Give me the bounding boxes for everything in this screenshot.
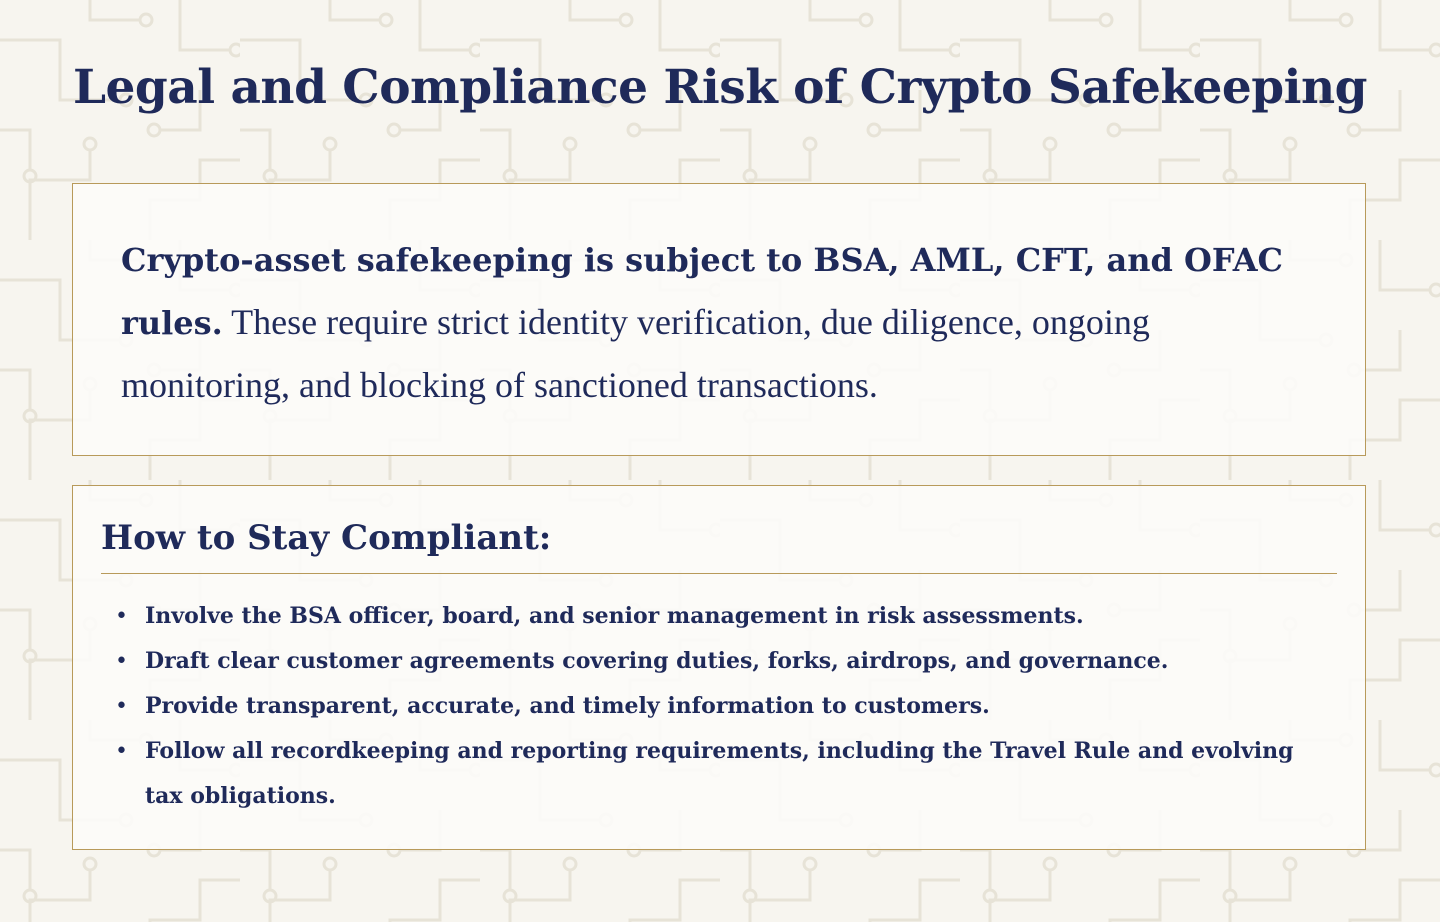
summary-panel (72, 183, 1366, 456)
list-item (101, 729, 1337, 819)
bullet-icon: • (115, 648, 128, 674)
list-item (101, 684, 1337, 729)
compliance-list (101, 594, 1337, 819)
summary-text (121, 228, 1317, 416)
summary-body: These require strict identity verification, due diligence, ongoing monitoring, and blocking of sanctioned transactions. (121, 302, 1150, 405)
list-item-text: Involve the BSA officer, board, and senior management in risk assessments. (145, 602, 1084, 629)
bullet-icon: • (115, 693, 128, 719)
list-item (101, 639, 1337, 684)
list-item-text: Provide transparent, accurate, and timely information to customers. (145, 692, 990, 719)
bullet-icon: • (115, 738, 128, 764)
summary-lead-bold: Crypto-asset safekeeping is subject to BSA, AML, CFT, and OFAC rules. (121, 241, 1283, 342)
list-item-text: Draft clear customer agreements covering duties, forks, airdrops, and governance. (145, 647, 1169, 674)
compliance-panel (72, 485, 1366, 850)
list-item (101, 594, 1337, 639)
list-item-text: Follow all recordkeeping and reporting requirements, including the Travel Rule and evolving tax obligations. (145, 737, 1294, 809)
bullet-icon: • (115, 603, 128, 629)
compliance-heading: How to Stay Compliant: (101, 518, 1337, 574)
page-title: Legal and Compliance Risk of Crypto Safekeeping (72, 60, 1368, 115)
